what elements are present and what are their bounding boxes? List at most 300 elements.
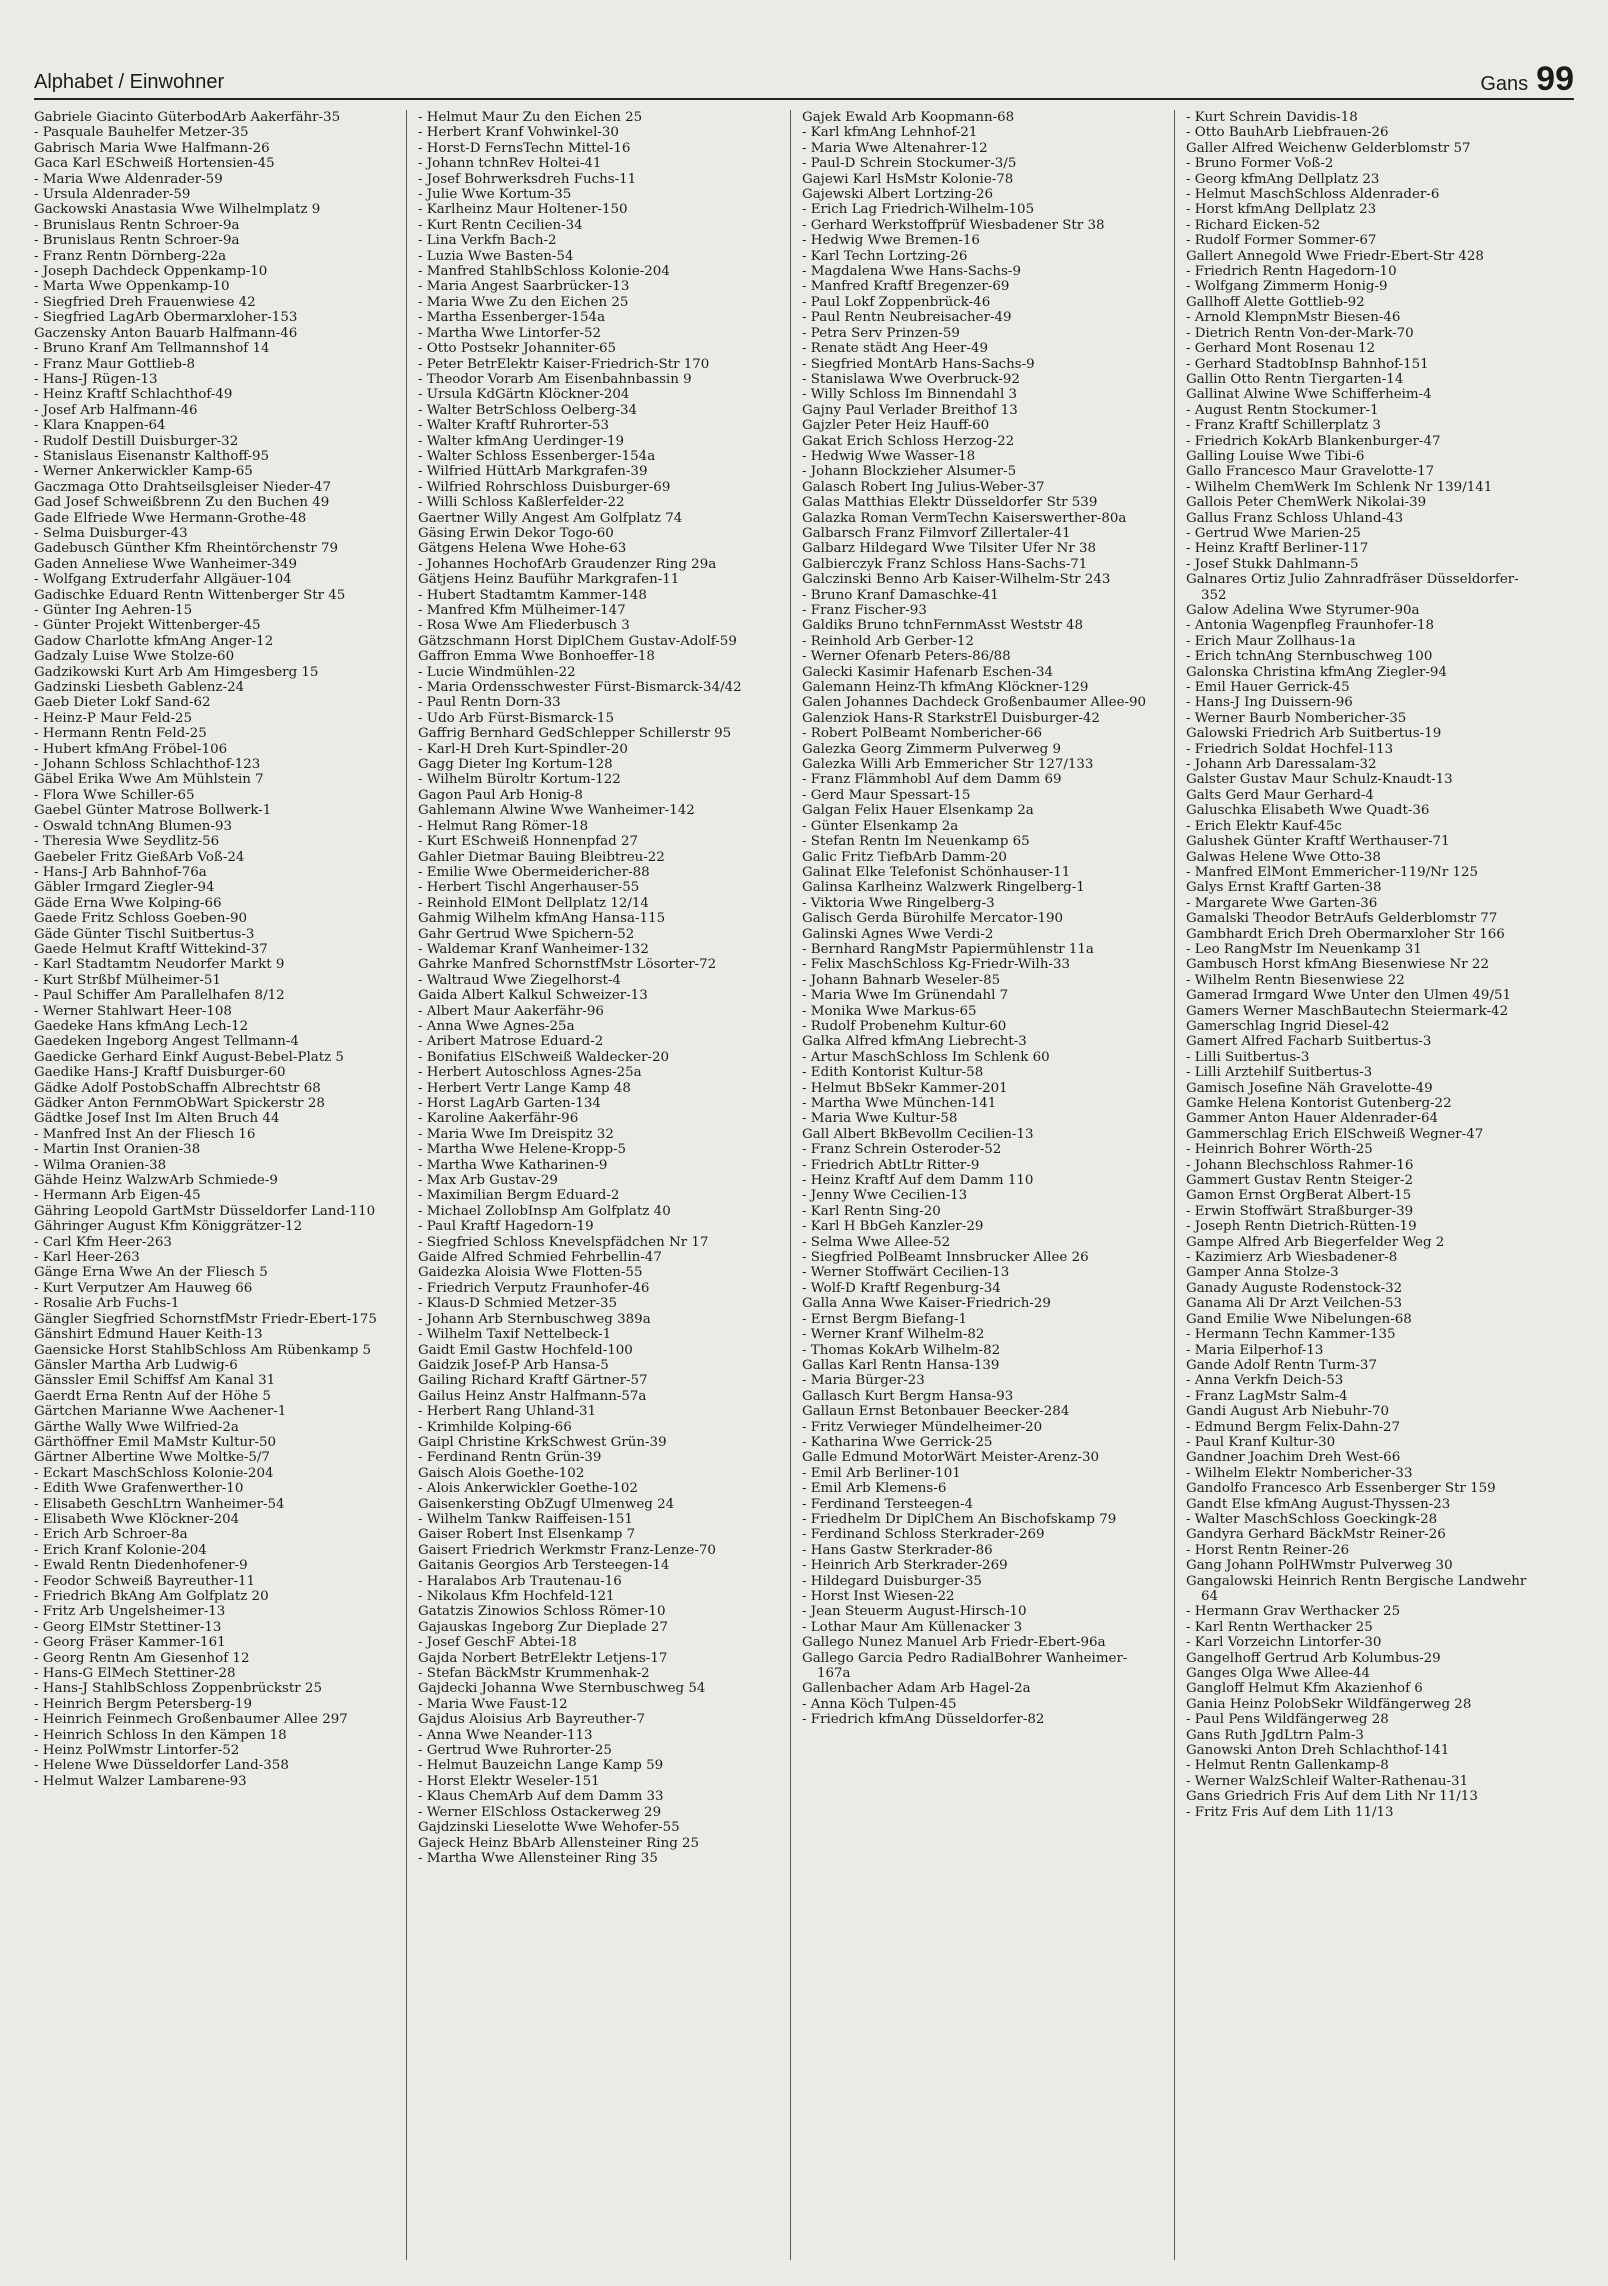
directory-entry: - Maria Ordensschwester Fürst-Bismarck-34/42: [418, 680, 742, 696]
directory-entry: - Gerhard StadtobInsp Bahnhof-151: [1186, 356, 1429, 372]
directory-entry: - Johann Schloss Schlachthof-123: [34, 757, 261, 773]
directory-entry: - Reinhold Arb Gerber-12: [802, 633, 974, 649]
directory-entry: - Martha Wwe Helene-Kropp-5: [418, 1142, 627, 1158]
directory-entry: - Martha Wwe Allensteiner Ring 35: [418, 1850, 658, 1866]
directory-entry: - Arnold KlempnMstr Biesen-46: [1186, 310, 1401, 326]
page-number: 99: [1536, 60, 1574, 98]
directory-entry: Gaden Anneliese Wwe Wanheimer-349: [34, 556, 297, 572]
directory-entry: - Anna Wwe Neander-113: [418, 1727, 593, 1743]
directory-entry: Galonska Christina kfmAng Ziegler-94: [1186, 664, 1447, 680]
directory-entry: - Joseph Rentn Dietrich-Rütten-19: [1186, 1219, 1417, 1235]
directory-entry: Gajzler Peter Heiz Hauff-60: [802, 418, 990, 434]
directory-entry: - Thomas KokArb Wilhelm-82: [802, 1342, 1001, 1358]
directory-entry: Gallois Peter ChemWerk Nikolai-39: [1186, 495, 1427, 511]
directory-entry: - Horst Elektr Weseler-151: [418, 1773, 600, 1789]
directory-entry: Gailus Heinz Anstr Halfmann-57a: [418, 1388, 647, 1404]
directory-entry: - Maria Wwe Altenahrer-12: [802, 140, 988, 156]
directory-entry: Gallego Nunez Manuel Arb Friedr-Ebert-96a: [802, 1635, 1106, 1651]
directory-entry: - Waldemar Kranf Wanheimer-132: [418, 941, 649, 957]
directory-entry: - Wilma Oranien-38: [34, 1157, 167, 1173]
directory-entry: - Franz Flämmhobl Auf dem Damm 69: [802, 772, 1062, 788]
directory-entry: - Werner WalzSchleif Walter-Rathenau-31: [1186, 1773, 1469, 1789]
directory-entry: - Maria Bürger-23: [802, 1373, 925, 1389]
directory-entry: Gandyra Gerhard BäckMstr Reiner-26: [1186, 1527, 1446, 1543]
directory-entry: - Werner Stoffwärt Cecilien-13: [802, 1265, 1010, 1281]
directory-entry: - Rudolf Probenehm Kultur-60: [802, 1018, 1007, 1034]
directory-entry: - Helmut MaschSchloss Aldenrader-6: [1186, 187, 1440, 203]
directory-entry: - Maria Eilperhof-13: [1186, 1342, 1324, 1358]
directory-entry: - Reinhold ElMont Dellplatz 12/14: [418, 895, 649, 911]
directory-entry: - Felix MaschSchloss Kg-Friedr-Wilh-33: [802, 957, 1071, 973]
directory-entry: - Anna Wwe Agnes-25a: [418, 1018, 575, 1034]
directory-entry: - Paul Schiffer Am Parallelhafen 8/12: [34, 988, 285, 1004]
directory-entry: Gackowski Anastasia Wwe Wilhelmplatz 9: [34, 202, 321, 218]
directory-entry: - Peter BetrElektr Kaiser-Friedrich-Str 170: [418, 356, 710, 372]
directory-entry: Gamke Helena Kontorist Gutenberg-22: [1186, 1096, 1452, 1111]
directory-entry: Galster Gustav Maur Schulz-Knaudt-13: [1186, 772, 1453, 788]
directory-entry: Gaerdt Erna Rentn Auf der Höhe 5: [34, 1388, 271, 1404]
directory-entry: - Kurt Schrein Davidis-18: [1186, 110, 1358, 125]
column-3: [802, 110, 1160, 2260]
directory-entry: - Flora Wwe Schiller-65: [34, 787, 195, 803]
page-marker: [1480, 62, 1574, 96]
directory-entry: - Ewald Rentn Diedenhofener-9: [34, 1558, 248, 1574]
directory-entry: - Paul Kranf Kultur-30: [1186, 1434, 1336, 1450]
directory-entry: Galowski Friedrich Arb Suitbertus-19: [1186, 726, 1442, 742]
directory-entry: - Werner Baurb Nombericher-35: [1186, 710, 1407, 726]
directory-entry: Gäbel Erika Wwe Am Mühlstein 7: [34, 772, 264, 788]
directory-entry: Gaitanis Georgios Arb Tersteegen-14: [418, 1558, 670, 1574]
directory-entry: Gamisch Josefine Näh Gravelotte-49: [1186, 1080, 1433, 1096]
directory-entry: Gambhardt Erich Dreh Obermarxloher Str 166: [1186, 926, 1505, 942]
directory-entry: Gaidzik Josef-P Arb Hansa-5: [418, 1357, 609, 1373]
column-divider: [1174, 110, 1175, 2260]
directory-entry: - Emilie Wwe Obermeidericher-88: [418, 864, 650, 880]
directory-entry: Gadow Charlotte kfmAng Anger-12: [34, 633, 274, 649]
directory-entry: Gaedicke Gerhard Einkf August-Bebel-Platz 5: [34, 1049, 344, 1065]
directory-entry: - Fritz Fris Auf dem Lith 11/13: [1186, 1804, 1394, 1820]
directory-entry: - Heinz PolWmstr Lintorfer-52: [34, 1743, 240, 1759]
directory-entry: - Wolf-D Kraftf Regenburg-34: [802, 1280, 1001, 1296]
directory-entry: - Wilhelm Rentn Biesenwiese 22: [1186, 972, 1405, 988]
directory-entry: - Dietrich Rentn Von-der-Mark-70: [1186, 325, 1414, 341]
directory-entry: - Josef GeschF Abtei-18: [418, 1635, 577, 1651]
directory-entry: - Paul Pens Wildfängerweg 28: [1186, 1712, 1389, 1728]
directory-entry: Galinat Elke Telefonist Schönhauser-11: [802, 864, 1071, 880]
directory-entry: Gaidezka Aloisia Wwe Flotten-55: [418, 1265, 643, 1281]
directory-entry: Gajny Paul Verlader Breithof 13: [802, 402, 1018, 418]
directory-entry: - August Rentn Stockumer-1: [1186, 402, 1379, 418]
directory-entry: Galczinski Benno Arb Kaiser-Wilhelm-Str 243: [802, 572, 1111, 588]
directory-entry: Galecki Kasimir Hafenarb Eschen-34: [802, 664, 1054, 680]
directory-entry: - Helmut Walzer Lambarene-93: [34, 1773, 247, 1789]
directory-entry: - Georg Rentn Am Giesenhof 12: [34, 1650, 250, 1666]
directory-entry: Galas Matthias Elektr Düsseldorfer Str 539: [802, 495, 1098, 511]
directory-entry: - Wilfried HüttArb Markgrafen-39: [418, 464, 648, 480]
directory-entry: Galbarsch Franz Filmvorf Zillertaler-41: [802, 525, 1071, 541]
directory-entry: Gandolfo Francesco Arb Essenberger Str 159: [1186, 1481, 1496, 1497]
directory-entry: - Wilfried Rohrschloss Duisburger-69: [418, 479, 671, 495]
directory-entry: - Johann tchnRev Holtei-41: [418, 156, 602, 172]
directory-entry: Gaebel Günter Matrose Bollwerk-1: [34, 803, 272, 819]
directory-entry: - Wilhelm Tankw Raiffeisen-151: [418, 1511, 633, 1527]
directory-entry: - Paul Lokf Zoppenbrück-46: [802, 294, 991, 310]
directory-entry: Gajda Norbert BetrElektr Letjens-17: [418, 1650, 668, 1666]
directory-entry: Gaczensky Anton Bauarb Halfmann-46: [34, 325, 298, 341]
directory-entry: - Paul-D Schrein Stockumer-3/5: [802, 156, 1017, 172]
directory-entry: Gangelhoff Gertrud Arb Kolumbus-29: [1186, 1650, 1441, 1666]
directory-entry: - Oswald tchnAng Blumen-93: [34, 818, 232, 834]
directory-entry: Gabriele Giacinto GüterbodArb Aakerfähr-35: [34, 110, 341, 125]
directory-entry: Gallenbacher Adam Arb Hagel-2a: [802, 1681, 1031, 1697]
directory-entry: Gallasch Kurt Bergm Hansa-93: [802, 1388, 1014, 1404]
directory-entry: - Bernhard RangMstr Papiermühlenstr 11a: [802, 941, 1094, 957]
directory-entry: - Gertrud Wwe Ruhrorter-25: [418, 1743, 612, 1759]
directory-entry: - Joseph Dachdeck Oppenkamp-10: [34, 264, 268, 280]
directory-entry: - Udo Arb Fürst-Bismarck-15: [418, 710, 614, 726]
directory-entry: - Elisabeth Wwe Klöckner-204: [34, 1511, 240, 1527]
directory-entry: Gande Adolf Rentn Turm-37: [1186, 1357, 1377, 1373]
directory-entry: - Werner Kranf Wilhelm-82: [802, 1327, 985, 1343]
directory-entry: Galemann Heinz-Th kfmAng Klöckner-129: [802, 680, 1089, 696]
directory-entry: Gängler Siegfried SchornstfMstr Friedr-Ebert-175: [34, 1311, 377, 1327]
directory-entry: - Werner Ankerwickler Kamp-65: [34, 464, 253, 480]
directory-entry: - Martin Inst Oranien-38: [34, 1142, 201, 1158]
directory-entry: Gagg Dieter Ing Kortum-128: [418, 757, 613, 773]
directory-entry: - Gerhard Werkstoffprüf Wiesbadener Str 38: [802, 217, 1105, 233]
directory-entry: - Artur MaschSchloss Im Schlenk 60: [802, 1049, 1050, 1065]
directory-entry: Ganady Auguste Rodenstock-32: [1186, 1280, 1403, 1296]
directory-entry: Gänge Erna Wwe An der Fliesch 5: [34, 1265, 268, 1281]
directory-entry: - Erich tchnAng Sternbuschweg 100: [1186, 649, 1433, 665]
directory-entry: - Heinrich Feinmech Großenbaumer Allee 297: [34, 1712, 348, 1728]
directory-entry: - Margarete Wwe Garten-36: [1186, 895, 1378, 911]
directory-entry: - Kazimierz Arb Wiesbadener-8: [1186, 1250, 1398, 1266]
directory-entry: - Maria Wwe Faust-12: [418, 1696, 568, 1712]
directory-entry: - Horst Inst Wiesen-22: [802, 1589, 955, 1604]
directory-entry: - Manfred Inst An der Fliesch 16: [34, 1126, 256, 1142]
directory-entry: - Georg Fräser Kammer-161: [34, 1635, 226, 1651]
directory-entry: Gädke Adolf PostobSchaffn Albrechtstr 68: [34, 1080, 321, 1096]
directory-entry: - Karl H BbGeh Kanzler-29: [802, 1219, 984, 1235]
directory-entry: - Walter kfmAng Uerdinger-19: [418, 433, 625, 449]
directory-entry: - Selma Duisburger-43: [34, 525, 188, 541]
directory-entry: Gagon Paul Arb Honig-8: [418, 787, 583, 803]
directory-entry: - Friedrich Soldat Hochfel-113: [1186, 741, 1394, 757]
directory-entry: Gänshirt Edmund Hauer Keith-13: [34, 1327, 263, 1343]
directory-entry: Gabrisch Maria Wwe Halfmann-26: [34, 140, 270, 156]
directory-entry: - Maria Wwe Im Grünendahl 7: [802, 988, 1009, 1004]
directory-entry: Gania Heinz PolobSekr Wildfängerweg 28: [1186, 1696, 1472, 1712]
directory-entry: Galic Fritz TiefbArb Damm-20: [802, 849, 1007, 865]
directory-entry: - Martha Essenberger-154a: [418, 310, 606, 326]
directory-entry: - Renate städt Ang Heer-49: [802, 341, 989, 357]
directory-entry: - Walter BetrSchloss Oelberg-34: [418, 402, 638, 418]
directory-entry: - Siegfried Schloss Knevelspfädchen Nr 17: [418, 1234, 709, 1250]
directory-entry: - Gerd Maur Spessart-15: [802, 787, 971, 803]
directory-entry: Gambusch Horst kfmAng Biesenwiese Nr 22: [1186, 957, 1489, 973]
directory-entry: Gatatzis Zinowios Schloss Römer-10: [418, 1604, 666, 1620]
directory-entry: - Heinz Kraftf Berliner-117: [1186, 541, 1369, 557]
directory-entry: - Wilhelm Taxif Nettelbeck-1: [418, 1327, 612, 1343]
directory-entry: - Heinrich Schloss In den Kämpen 18: [34, 1727, 287, 1743]
directory-entry: - Fritz Arb Ungelsheimer-13: [34, 1604, 226, 1620]
directory-entry: - Hildegard Duisburger-35: [802, 1573, 982, 1589]
directory-entry: - Feodor Schweiß Bayreuther-11: [34, 1573, 256, 1589]
directory-entry: Gätgens Helena Wwe Hohe-63: [418, 541, 627, 557]
directory-entry: Gamers Werner MaschBautechn Steiermark-42: [1186, 1003, 1509, 1019]
directory-entry: Galezka Georg Zimmerm Pulverweg 9: [802, 741, 1062, 757]
directory-entry: - Siegfried LagArb Obermarxloher-153: [34, 310, 298, 326]
directory-entry: - Emil Arb Klemens-6: [802, 1481, 947, 1497]
directory-entry: Gaipl Christine KrkSchwest Grün-39: [418, 1434, 667, 1450]
directory-entry: Gall Albert BkBevollm Cecilien-13: [802, 1126, 1034, 1142]
directory-entry: - Wilhelm ChemWerk Im Schlenk Nr 139/141: [1186, 479, 1493, 495]
directory-entry: Galys Ernst Kraftf Garten-38: [1186, 880, 1382, 896]
directory-entry: Gaede Fritz Schloss Goeben-90: [34, 911, 248, 927]
directory-entry: - Georg ElMstr Stettiner-13: [34, 1619, 222, 1635]
directory-entry: - Hermann Grav Werthacker 25: [1186, 1604, 1401, 1620]
directory-entry: - Selma Wwe Allee-52: [802, 1234, 951, 1250]
directory-entry: Gailing Richard Kraftf Gärtner-57: [418, 1373, 648, 1389]
directory-entry: - Theodor Vorarb Am Eisenbahnbassin 9: [418, 371, 692, 387]
directory-entry: - Herbert Kranf Vohwinkel-30: [418, 125, 619, 141]
directory-entry: - Klara Knappen-64: [34, 418, 166, 434]
directory-entry: - Hans-J Ing Duissern-96: [1186, 695, 1353, 711]
directory-entry: - Paul Rentn Neubreisacher-49: [802, 310, 1012, 326]
directory-entry: Gajek Ewald Arb Koopmann-68: [802, 110, 1015, 125]
directory-entry: - Karl Stadtamtm Neudorfer Markt 9: [34, 957, 285, 973]
directory-entry: Galazka Roman VermTechn Kaiserswerther-80a: [802, 510, 1127, 526]
directory-entry: - Eckart MaschSchloss Kolonie-204: [34, 1465, 274, 1481]
directory-entry: - Helene Wwe Düsseldorfer Land-358: [34, 1758, 289, 1774]
directory-entry: Galinski Agnes Wwe Verdi-2: [802, 926, 994, 942]
directory-entry: Gahmig Wilhelm kfmAng Hansa-115: [418, 911, 666, 927]
directory-entry: - Hans-J StahlbSchloss Zoppenbrückstr 25: [34, 1681, 322, 1697]
directory-entry: - Krimhilde Kolping-66: [418, 1419, 572, 1435]
directory-entry: - Pasquale Bauhelfer Metzer-35: [34, 125, 249, 141]
directory-entry: - Lina Verkfn Bach-2: [418, 233, 557, 249]
directory-entry: - Wolfgang Extruderfahr Allgäuer-104: [34, 572, 292, 588]
directory-entry: - Klaus-D Schmied Metzer-35: [418, 1296, 618, 1312]
directory-entry: - Franz LagMstr Salm-4: [1186, 1388, 1348, 1404]
directory-entry: Gäbler Irmgard Ziegler-94: [34, 880, 215, 896]
directory-entry: - Johann Blechschloss Rahmer-16: [1186, 1157, 1414, 1173]
directory-entry: - Friedrich AbtLtr Ritter-9: [802, 1157, 980, 1173]
directory-entry: - Georg kfmAng Dellplatz 23: [1186, 171, 1380, 187]
column-divider: [790, 110, 791, 2260]
directory-entry: Gamerad Irmgard Wwe Unter den Ulmen 49/51: [1186, 988, 1512, 1004]
directory-entry: Galinsa Karlheinz Walzwerk Ringelberg-1: [802, 880, 1085, 896]
directory-entry: - Bonifatius ElSchweiß Waldecker-20: [418, 1049, 670, 1065]
directory-entry: - Heinz Kraftf Schlachthof-49: [34, 387, 233, 403]
directory-entry: - Stanislawa Wwe Overbruck-92: [802, 371, 1020, 387]
directory-entry: - Rosa Wwe Am Fliederbusch 3: [418, 618, 630, 634]
directory-entry: - Jenny Wwe Cecilien-13: [802, 1188, 968, 1204]
directory-entry: - Waltraud Wwe Ziegelhorst-4: [418, 972, 621, 988]
directory-entry: - Karl Techn Lortzing-26: [802, 248, 968, 264]
directory-entry: - Julie Wwe Kortum-35: [418, 187, 572, 203]
directory-entry: - Karl-H Dreh Kurt-Spindler-20: [418, 741, 628, 757]
directory-entry: Gajeck Heinz BbArb Allensteiner Ring 25: [418, 1835, 700, 1851]
directory-entry: Gaede Helmut Kraftf Wittekind-37: [34, 941, 268, 957]
directory-entry: - Emil Arb Berliner-101: [802, 1465, 961, 1481]
directory-entry: - Hermann Arb Eigen-45: [34, 1188, 201, 1204]
directory-entry: - Robert PolBeamt Nombericher-66: [802, 726, 1043, 742]
directory-entry: Gänsler Martha Arb Ludwig-6: [34, 1357, 238, 1373]
directory-entry: - Herbert Vertr Lange Kamp 48: [418, 1080, 631, 1096]
directory-entry: - Helmut Rang Römer-18: [418, 818, 589, 834]
directory-entry: - Ursula Aldenrader-59: [34, 187, 191, 203]
directory-entry: - Hermann Rentn Feld-25: [34, 726, 207, 742]
directory-entry: Galling Louise Wwe Tibi-6: [1186, 448, 1365, 464]
directory-entry: Gadebusch Günther Kfm Rheintörchenstr 79: [34, 541, 339, 557]
directory-entry: - Bruno Kranf Am Tellmannshof 14: [34, 341, 270, 357]
directory-entry: - Klaus ChemArb Auf dem Damm 33: [418, 1789, 664, 1805]
directory-entry: - Helmut Rentn Gallenkamp-8: [1186, 1758, 1389, 1774]
directory-entry: - Brunislaus Rentn Schroer-9a: [34, 217, 240, 233]
directory-entry: Galenziok Hans-R StarkstrEl Duisburger-42: [802, 710, 1100, 726]
directory-entry: - Ferdinand Tersteegen-4: [802, 1496, 974, 1512]
directory-entry: - Karl Heer-263: [34, 1250, 140, 1266]
directory-entry: Galbarz Hildegard Wwe Tilsiter Ufer Nr 38: [802, 541, 1097, 557]
directory-entry: - Manfred ElMont Emmericher-119/Nr 125: [1186, 864, 1479, 880]
directory-entry: - Herbert Autoschloss Agnes-25a: [418, 1065, 642, 1081]
directory-entry: Gaczmaga Otto Drahtseilsgleiser Nieder-47: [34, 479, 332, 495]
directory-entry: - Hermann Techn Kammer-135: [1186, 1327, 1396, 1343]
directory-entry: - Edith Kontorist Kultur-58: [802, 1065, 984, 1081]
directory-entry: - Siegfried MontArb Hans-Sachs-9: [802, 356, 1035, 372]
directory-entry: Gaedeken Ingeborg Angest Tellmann-4: [34, 1034, 299, 1050]
directory-entry: - Magdalena Wwe Hans-Sachs-9: [802, 264, 1021, 280]
directory-entry: Gajauskas Ingeborg Zur Dieplade 27: [418, 1619, 668, 1635]
directory-entry: - Karoline Aakerfähr-96: [418, 1111, 579, 1127]
directory-entry: Gaca Karl ESchweiß Hortensien-45: [34, 156, 275, 172]
directory-entry: - Maria Wwe Zu den Eichen 25: [418, 294, 629, 310]
section-title: Alphabet / Einwohner: [34, 71, 225, 93]
directory-entry: Gajewski Albert Lortzing-26: [802, 187, 994, 203]
directory-entry: - Hans-G ElMech Stettiner-28: [34, 1666, 236, 1682]
directory-entry: Gadzikowski Kurt Arb Am Himgesberg 15: [34, 664, 319, 680]
directory-entry: - Albert Maur Aakerfähr-96: [418, 1003, 604, 1019]
directory-entry: - Hedwig Wwe Wasser-18: [802, 448, 976, 464]
directory-entry: Galbierczyk Franz Schloss Hans-Sachs-71: [802, 556, 1088, 572]
directory-entry: - Ferdinand Rentn Grün-39: [418, 1450, 602, 1466]
directory-entry: Ganges Olga Wwe Allee-44: [1186, 1666, 1371, 1682]
directory-entry: Galen Johannes Dachdeck Großenbaumer Allee-90: [802, 695, 1147, 711]
directory-entry: - Horst kfmAng Dellplatz 23: [1186, 202, 1377, 218]
directory-entry: - Wolfgang Zimmerm Honig-9: [1186, 279, 1388, 295]
directory-entry: Gad Josef Schweißbrenn Zu den Buchen 49: [34, 495, 330, 511]
directory-entry: - Wilhelm Elektr Nombericher-33: [1186, 1465, 1413, 1481]
directory-entry: - Marta Wwe Oppenkamp-10: [34, 279, 230, 295]
directory-entry: Gakat Erich Schloss Herzog-22: [802, 433, 1015, 449]
directory-entry: - Gertrud Wwe Marien-25: [1186, 525, 1361, 541]
directory-entry: - Günter Elsenkamp 2a: [802, 818, 959, 834]
directory-entry: Galka Alfred kfmAng Liebrecht-3: [802, 1034, 1027, 1050]
directory-entry: Gärthöffner Emil MaMstr Kultur-50: [34, 1434, 277, 1450]
directory-entry: Galasch Robert Ing Julius-Weber-37: [802, 479, 1045, 495]
directory-entry: Gammerschlag Erich ElSchweiß Wegner-47: [1186, 1126, 1484, 1142]
page-header: [34, 58, 1574, 100]
directory-entry: Gammert Gustav Rentn Steiger-2: [1186, 1173, 1414, 1189]
directory-entry: Galgan Felix Hauer Elsenkamp 2a: [802, 803, 1034, 819]
directory-entry: - Rosalie Arb Fuchs-1: [34, 1296, 180, 1312]
directory-entry: - Maria Wwe Kultur-58: [802, 1111, 958, 1127]
directory-entry: Galdiks Bruno tchnFernmAsst Weststr 48: [802, 618, 1084, 634]
directory-entry: - Werner ElSchloss Ostackerweg 29: [418, 1804, 662, 1820]
directory-entry: Gahrke Manfred SchornstfMstr Lösorter-72: [418, 957, 717, 973]
directory-entry: Galler Alfred Weichenw Gelderblomstr 57: [1186, 140, 1471, 156]
directory-entry: - Stefan Rentn Im Neuenkamp 65: [802, 834, 1030, 850]
directory-entry: Gaida Albert Kalkul Schweizer-13: [418, 988, 648, 1004]
directory-entry: - Martha Wwe Katharinen-9: [418, 1157, 608, 1173]
directory-entry: Galla Anna Wwe Kaiser-Friedrich-29: [802, 1296, 1051, 1312]
directory-entry: Gaffrig Bernhard GedSchlepper Schillerstr 95: [418, 726, 732, 742]
directory-entry: Gamerschlag Ingrid Diesel-42: [1186, 1018, 1390, 1034]
directory-entry: - Werner Stahlwart Heer-108: [34, 1003, 232, 1019]
directory-entry: Gaeb Dieter Lokf Sand-62: [34, 695, 211, 711]
directory-entry: - Stefan BäckMstr Krummenhak-2: [418, 1666, 650, 1682]
directory-entry: Gandt Else kfmAng August-Thyssen-23: [1186, 1496, 1451, 1512]
directory-entry: Gähde Heinz WalzwArb Schmiede-9: [34, 1173, 278, 1189]
directory-entry: - Otto BauhArb Liebfrauen-26: [1186, 125, 1389, 141]
directory-entry: - Heinz-P Maur Feld-25: [34, 710, 193, 726]
directory-entry: Gäde Erna Wwe Kolping-66: [34, 895, 222, 911]
directory-entry: - Günter Projekt Wittenberger-45: [34, 618, 261, 634]
directory-entry: Gaedeke Hans kfmAng Lech-12: [34, 1018, 249, 1034]
directory-entry: Gamert Alfred Facharb Suitbertus-3: [1186, 1034, 1432, 1050]
directory-entry: - Karl Rentn Werthacker 25: [1186, 1619, 1373, 1635]
directory-entry: Gäsing Erwin Dekor Togo-60: [418, 525, 614, 541]
directory-entry: - Hedwig Wwe Bremen-16: [802, 233, 980, 249]
directory-entry: - Ferdinand Schloss Sterkrader-269: [802, 1527, 1045, 1543]
directory-entry: - Kurt Verputzer Am Hauweg 66: [34, 1280, 253, 1296]
directory-entry: Gallhoff Alette Gottlieb-92: [1186, 294, 1365, 310]
directory-entry: - Hubert kfmAng Fröbel-106: [34, 741, 228, 757]
directory-entry: Galle Edmund MotorWärt Meister-Arenz-30: [802, 1450, 1100, 1466]
directory-entry: Gaedike Hans-J Kraftf Duisburger-60: [34, 1065, 286, 1081]
directory-entry: - Petra Serv Prinzen-59: [802, 325, 960, 341]
directory-entry: Gallert Annegold Wwe Friedr-Ebert-Str 428: [1186, 248, 1484, 264]
directory-entry: - Leo RangMstr Im Neuenkamp 31: [1186, 941, 1422, 957]
directory-entry: Galnares Ortiz Julio Zahnradfräser Düsseldorfer-352: [1186, 572, 1519, 603]
directory-entry: Gamalski Theodor BetrAufs Gelderblomstr 77: [1186, 911, 1498, 927]
directory-entry: Gaebeler Fritz GießArb Voß-24: [34, 849, 245, 865]
directory-entry: - Herbert Rang Uhland-31: [418, 1404, 597, 1420]
directory-entry: - Franz Fischer-93: [802, 603, 927, 618]
directory-entry: - Paul Rentn Dorn-33: [418, 695, 561, 711]
directory-entry: - Rudolf Former Sommer-67: [1186, 233, 1377, 249]
directory-entry: Galow Adelina Wwe Styrumer-90a: [1186, 603, 1420, 618]
directory-entry: Gans Griedrich Fris Auf dem Lith Nr 11/13: [1186, 1789, 1478, 1805]
directory-entry: - Anna Verkfn Deich-53: [1186, 1373, 1344, 1389]
directory-entry: - Friedrich BkAng Am Golfplatz 20: [34, 1589, 269, 1604]
directory-entry: - Theresia Wwe Seydlitz-56: [34, 834, 220, 850]
directory-entry: - Johann Bahnarb Weseler-85: [802, 972, 1001, 988]
directory-entry: - Rudolf Destill Duisburger-32: [34, 433, 239, 449]
directory-entry: - Manfred Kfm Mülheimer-147: [418, 603, 626, 618]
directory-entry: Gallus Franz Schloss Uhland-43: [1186, 510, 1404, 526]
directory-entry: - Karl kfmAng Lehnhof-21: [802, 125, 978, 141]
directory-entry: - Nikolaus Kfm Hochfeld-121: [418, 1589, 615, 1604]
directory-entry: - Helmut Maur Zu den Eichen 25: [418, 110, 643, 125]
directory-entry: Gätjens Heinz Bauführ Markgrafen-11: [418, 572, 680, 588]
directory-entry: Gajdus Aloisius Arb Bayreuther-7: [418, 1712, 645, 1728]
directory-entry: - Michael ZollobInsp Am Golfplatz 40: [418, 1203, 671, 1219]
directory-entry: Gallaun Ernst Betonbauer Beecker-284: [802, 1404, 1070, 1420]
directory-entry: Gammer Anton Hauer Aldenrader-64: [1186, 1111, 1439, 1127]
